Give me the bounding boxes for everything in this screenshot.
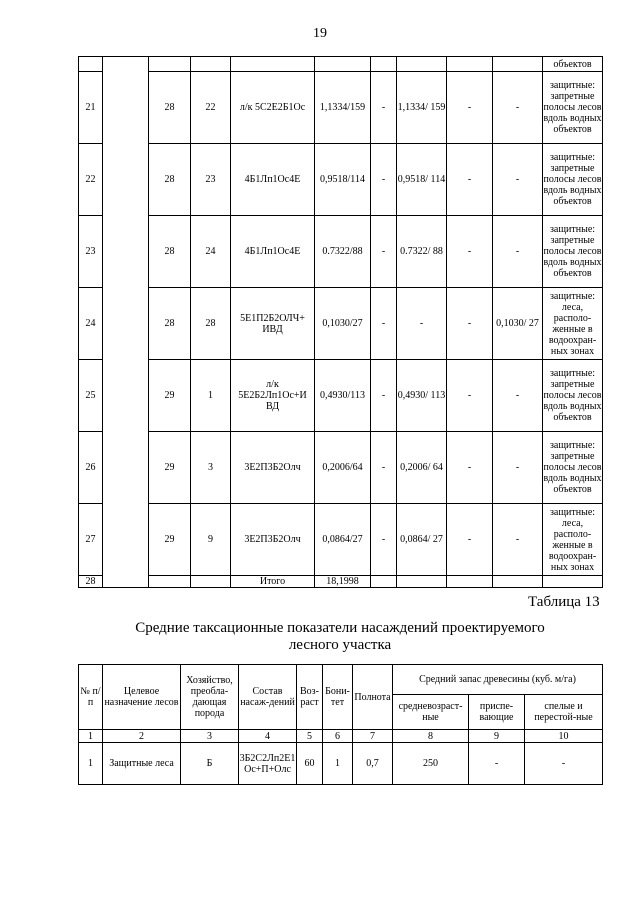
value-cell: - [371,144,397,216]
table-row [79,743,603,785]
composition-cell: л/к 5С2Е2Б1Ос [231,72,315,144]
composition-cell: 3Е2П3Б2Олч [231,432,315,504]
table-row [79,57,603,72]
row-number-cell: 25 [79,360,103,432]
allotment-cell: 28 [191,288,231,360]
area-cell: 0,1030/27 [315,288,371,360]
purpose-cell: защитные: леса, располо-женные в водоохран-ных зонах [543,288,603,360]
value-cell: - [447,216,493,288]
value-cell: 0,2006/ 64 [397,432,447,504]
column-number: 5 [297,730,323,743]
row-number-cell: 26 [79,432,103,504]
value-cell: - [493,144,543,216]
purpose-cell: объектов [543,57,603,72]
header-mature: спелые и перестой-ные [525,695,603,730]
data-cell: Б [181,743,239,785]
empty-cell [191,576,231,588]
caption-line: лесного участка [288,637,392,653]
value-cell: - [371,504,397,576]
header-mid-age: средневозраст-ные [393,695,469,730]
empty-cell [447,576,493,588]
area-cell: 0,9518/114 [315,144,371,216]
column-number: 10 [525,730,603,743]
header-composition: Состав насаж-дений [239,665,297,730]
data-cell: - [525,743,603,785]
value-cell: - [447,288,493,360]
empty-cell [397,576,447,588]
header-num: № п/п [79,665,103,730]
purpose-cell: защитные: запретные полосы лесов вдоль водных объектов [543,144,603,216]
value-cell: - [371,72,397,144]
value-cell: - [493,216,543,288]
table-label: Таблица 13 [528,594,600,610]
total-row [79,576,603,588]
row-number-cell: 21 [79,72,103,144]
header-bonitet: Бони-тет [323,665,353,730]
taxation-indicators-table [78,664,603,785]
header-density: Полнота [353,665,393,730]
purpose-cell: защитные: запретные полосы лесов вдоль водных объектов [543,432,603,504]
row-number-cell: 27 [79,504,103,576]
value-cell: - [397,288,447,360]
allotment-cell: 1 [191,360,231,432]
empty-cell [371,576,397,588]
quarter-cell: 29 [149,432,191,504]
data-cell: 250 [393,743,469,785]
quarter-cell: 29 [149,504,191,576]
column-number: 3 [181,730,239,743]
total-area: 18,1998 [315,576,371,588]
row-number-cell: 22 [79,144,103,216]
area-cell: 0,4930/113 [315,360,371,432]
composition-cell: 4Б1Лп1Ос4Е [231,144,315,216]
value-cell: 0,0864/ 27 [397,504,447,576]
allotment-cell: 3 [191,432,231,504]
column-number: 9 [469,730,525,743]
value-cell: 0.7322/ 88 [397,216,447,288]
value-cell: - [493,360,543,432]
purpose-cell: защитные: запретные полосы лесов вдоль водных объектов [543,72,603,144]
column-number: 7 [353,730,393,743]
table-row [79,432,603,504]
value-cell: - [371,288,397,360]
quarter-cell: 28 [149,288,191,360]
value-cell: 1,1334/ 159 [397,72,447,144]
allotment-cell: 9 [191,504,231,576]
value-cell: - [371,432,397,504]
empty-cell [493,576,543,588]
table-row [79,360,603,432]
value-cell: - [371,216,397,288]
caption-line: Средние таксационные показатели насаждений проектируемого [135,620,545,636]
table-row [79,144,603,216]
table-row [79,288,603,360]
value-cell: 0,4930/ 113 [397,360,447,432]
purpose-cell: защитные: леса, располо-женные в водоохран-ных зонах [543,504,603,576]
value-cell: - [493,504,543,576]
table-row [79,504,603,576]
composition-cell: 4Б1Лп1Ос4Е [231,216,315,288]
page-number: 19 [313,26,327,41]
area-cell: 0,0864/27 [315,504,371,576]
value-cell: - [447,360,493,432]
value-cell: - [493,432,543,504]
data-cell: Защитные леса [103,743,181,785]
quarter-cell: 28 [149,144,191,216]
purpose-cell: защитные: запретные полосы лесов вдоль водных объектов [543,360,603,432]
column-number: 6 [323,730,353,743]
column-number: 2 [103,730,181,743]
value-cell: 0,1030/ 27 [493,288,543,360]
quarter-cell: 29 [149,360,191,432]
empty-cell [149,576,191,588]
composition-cell: л/к 5Е2Б2Лп1Ос+И ВД [231,360,315,432]
data-cell: 3Б2С2Лп2Е1 Ос+П+Олс [239,743,297,785]
column-number: 1 [79,730,103,743]
header-stock: Средний запас древесины (куб. м/га) [393,665,603,695]
area-cell: 1,1334/159 [315,72,371,144]
column-number: 8 [393,730,469,743]
row-number-cell: 28 [79,576,103,588]
data-cell: 1 [79,743,103,785]
table-row [79,216,603,288]
row-number-cell: 23 [79,216,103,288]
value-cell: - [371,360,397,432]
area-cell: 0,2006/64 [315,432,371,504]
table-caption [80,620,600,654]
header-economy: Хозяйство, преобла-дающая порода [181,665,239,730]
allotment-cell: 24 [191,216,231,288]
value-cell: - [447,72,493,144]
column-number-row [79,730,603,743]
empty-cell [543,576,603,588]
value-cell: 0,9518/ 114 [397,144,447,216]
column-number: 4 [239,730,297,743]
header-row [79,665,603,695]
data-cell: - [469,743,525,785]
composition-cell: 5Е1П2Б2ОЛЧ+ ИВД [231,288,315,360]
area-cell: 0.7322/88 [315,216,371,288]
row-number-cell: 24 [79,288,103,360]
table-row [79,72,603,144]
header-purpose: Целевое назначение лесов [103,665,181,730]
total-label: Итого [231,576,315,588]
header-ripening: приспе-вающие [469,695,525,730]
quarter-cell: 28 [149,216,191,288]
allotment-cell: 23 [191,144,231,216]
value-cell: - [447,144,493,216]
value-cell: - [447,432,493,504]
allotment-table-continued [78,56,603,588]
data-cell: 0,7 [353,743,393,785]
allotment-cell: 22 [191,72,231,144]
data-cell: 1 [323,743,353,785]
composition-cell: 3Е2П3Б2Олч [231,504,315,576]
value-cell: - [447,504,493,576]
quarter-cell: 28 [149,72,191,144]
data-cell: 60 [297,743,323,785]
merged-empty-cell [103,57,149,588]
purpose-cell: защитные: запретные полосы лесов вдоль водных объектов [543,216,603,288]
value-cell: - [493,72,543,144]
header-age: Воз-раст [297,665,323,730]
